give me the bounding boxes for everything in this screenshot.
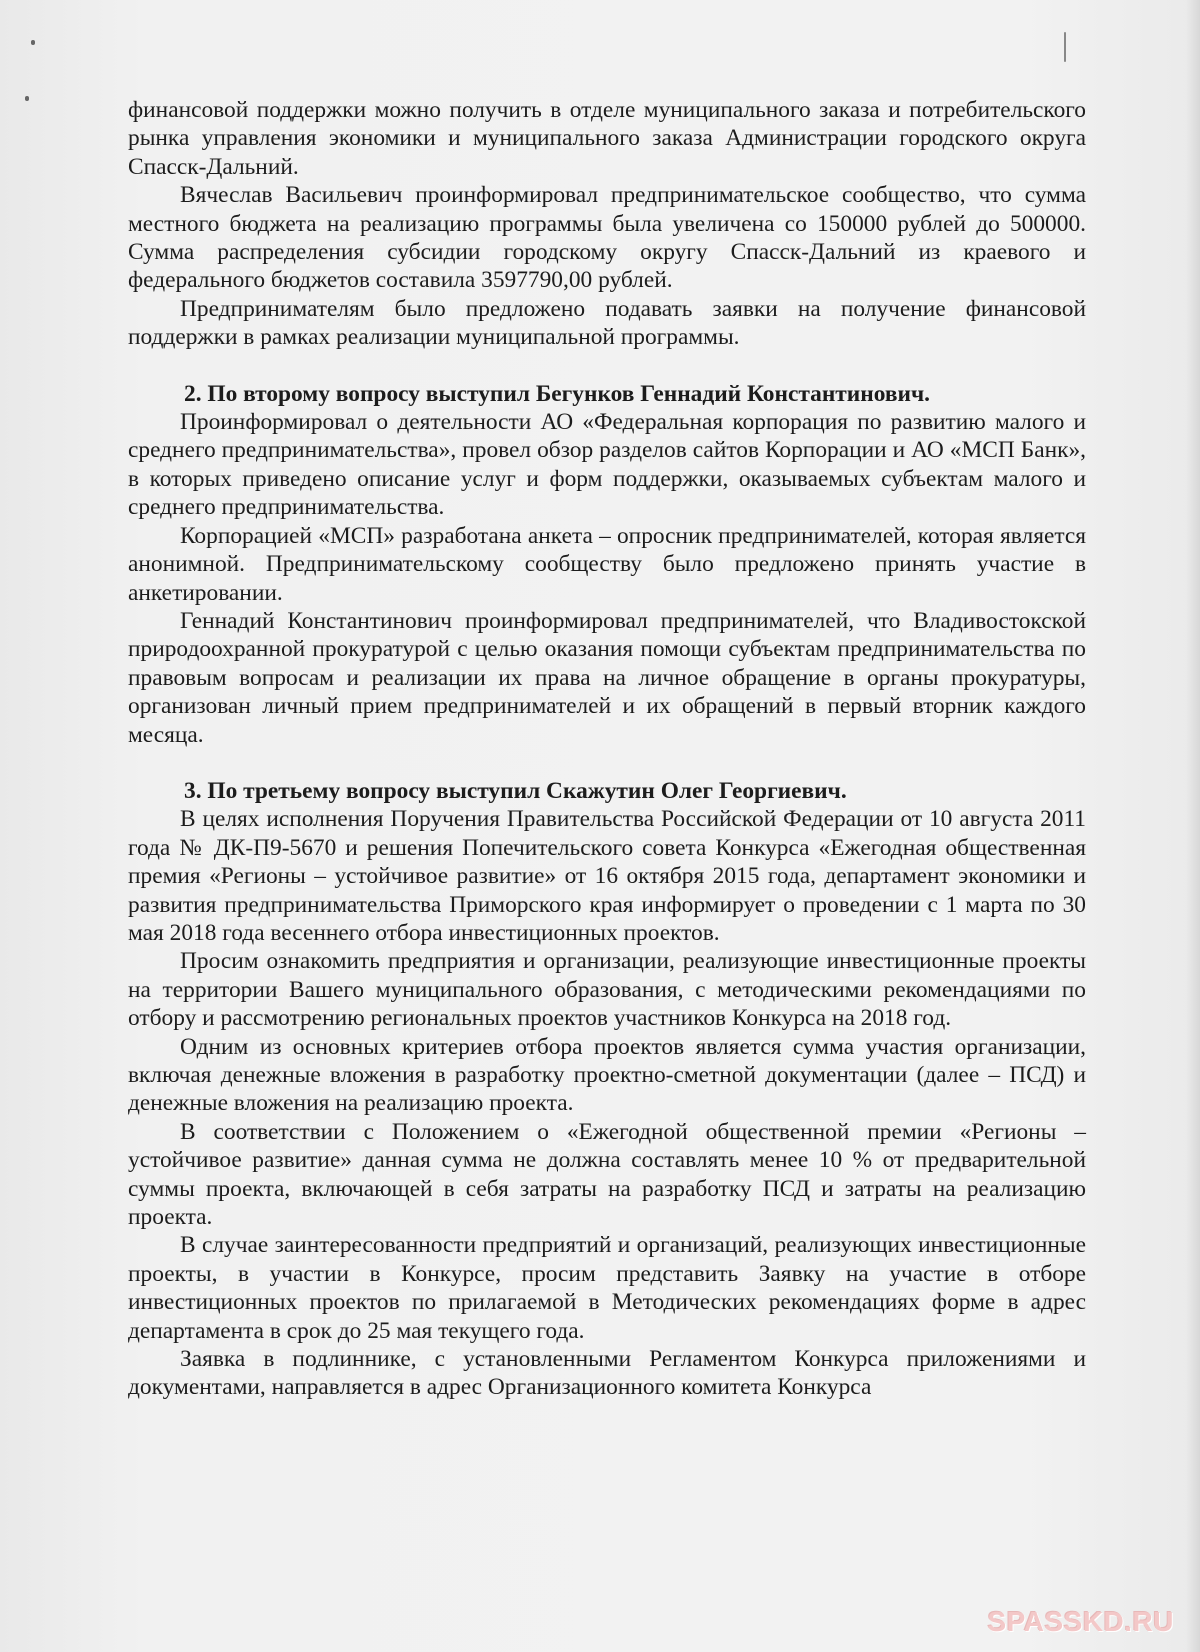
paragraph: финансовой поддержки можно получить в отделе муниципального заказа и потребительского рынка управления экономики и муниципального заказа Администрации городского округа Спасск-Дальний. — [128, 97, 1086, 180]
paragraph: В случае заинтересованности предприятий и организаций, реализующих инвестиционные проекты, в участии в Конкурсе, просим представить Заявку на участие в отборе инвестиционных проектов по прилагаемой в Методических рекомендациях форме в адрес департамента в срок до 25 мая текущего года. — [128, 1232, 1086, 1344]
paragraph: Геннадий Константинович проинформировал предпринимателей, что Владивостокской природоохранной прокуратурой с целью оказания помощи субъектам предпринимательства по правовым вопросам и реализации их права на личное обращение в органы прокуратуры, организован личный прием предпринимателей и их обращений в первый вторник каждого месяца. — [128, 607, 1086, 748]
spacer — [128, 749, 1086, 777]
scan-speck — [25, 96, 29, 101]
scan-speck — [1064, 32, 1066, 62]
paragraph: Заявка в подлиннике, с установленными Регламентом Конкурса приложениями и документами, направляется в адрес Организационного комитета Конкурса — [128, 1346, 1086, 1401]
site-watermark: SPASSKD.RU — [987, 1606, 1174, 1637]
scan-speck — [31, 40, 35, 45]
paragraph: Просим ознакомить предприятия и организации, реализующие инвестиционные проекты на территории Вашего муниципального образования, с методическими рекомендациями по отбору и рассмотрению региональных проектов участников Конкурса на 2018 год. — [128, 948, 1086, 1032]
spacer — [128, 352, 1086, 380]
section-heading: 3. По третьему вопросу выступил Скажутин Олег Георгиевич. — [184, 777, 847, 804]
section-heading: 2. По второму вопросу выступил Бегунков Геннадий Константинович. — [184, 380, 930, 407]
paragraph: Одним из основных критериев отбора проектов является сумма участия организации, включая денежные вложения в разработку проектно-сметной документации (далее – ПСД) и денежные вложения на реализацию проекта. — [128, 1033, 1086, 1117]
paragraph: Вячеслав Васильевич проинформировал предпринимательское сообщество, что сумма местного бюджета на реализацию программы была увеличена со 150000 рублей до 500000. Сумма распределения субсидии городскому округу Спасск-Дальний из краевого и федерального бюджетов составила 3597790,00 рублей. — [128, 182, 1086, 294]
paragraph: Предпринимателям было предложено подавать заявки на получение финансовой поддержки в рамках реализации муниципальной программы. — [128, 295, 1086, 351]
paragraph: Проинформировал о деятельности АО «Федеральная корпорация по развитию малого и среднего предпринимательства», провел обзор разделов сайтов Корпорации и АО «МСП Банк», в которых приведено описание услуг и форм поддержки, оказываемых субъектам малого и среднего предпринимательства. — [128, 409, 1086, 521]
page-edge-shadow — [1186, 0, 1200, 1652]
paragraph: Корпорацией «МСП» разработана анкета – опросник предпринимателей, которая является анонимной. Предпринимательскому сообществу было предложено принять участие в анкетировании. — [128, 522, 1086, 606]
document-body — [128, 96, 1086, 1402]
paragraph: В соответствии с Положением о «Ежегодной общественной премии «Регионы – устойчивое развитие» данная сумма не должна составлять менее 10 % от предварительной суммы проекта, включающей в себя затраты на разработку ПСД и затраты на реализацию проекта. — [128, 1118, 1086, 1231]
paragraph: В целях исполнения Поручения Правительства Российской Федерации от 10 августа 2011 года № ДК-П9-5670 и решения Попечительского совета Конкурса «Ежегодная общественная премия «Регионы – устойчивое развитие» от 16 октября 2015 года, департамент экономики и развития предпринимательства Приморского края информирует о проведении с 1 марта по 30 мая 2018 года весеннего отбора инвестиционных проектов. — [128, 806, 1086, 946]
